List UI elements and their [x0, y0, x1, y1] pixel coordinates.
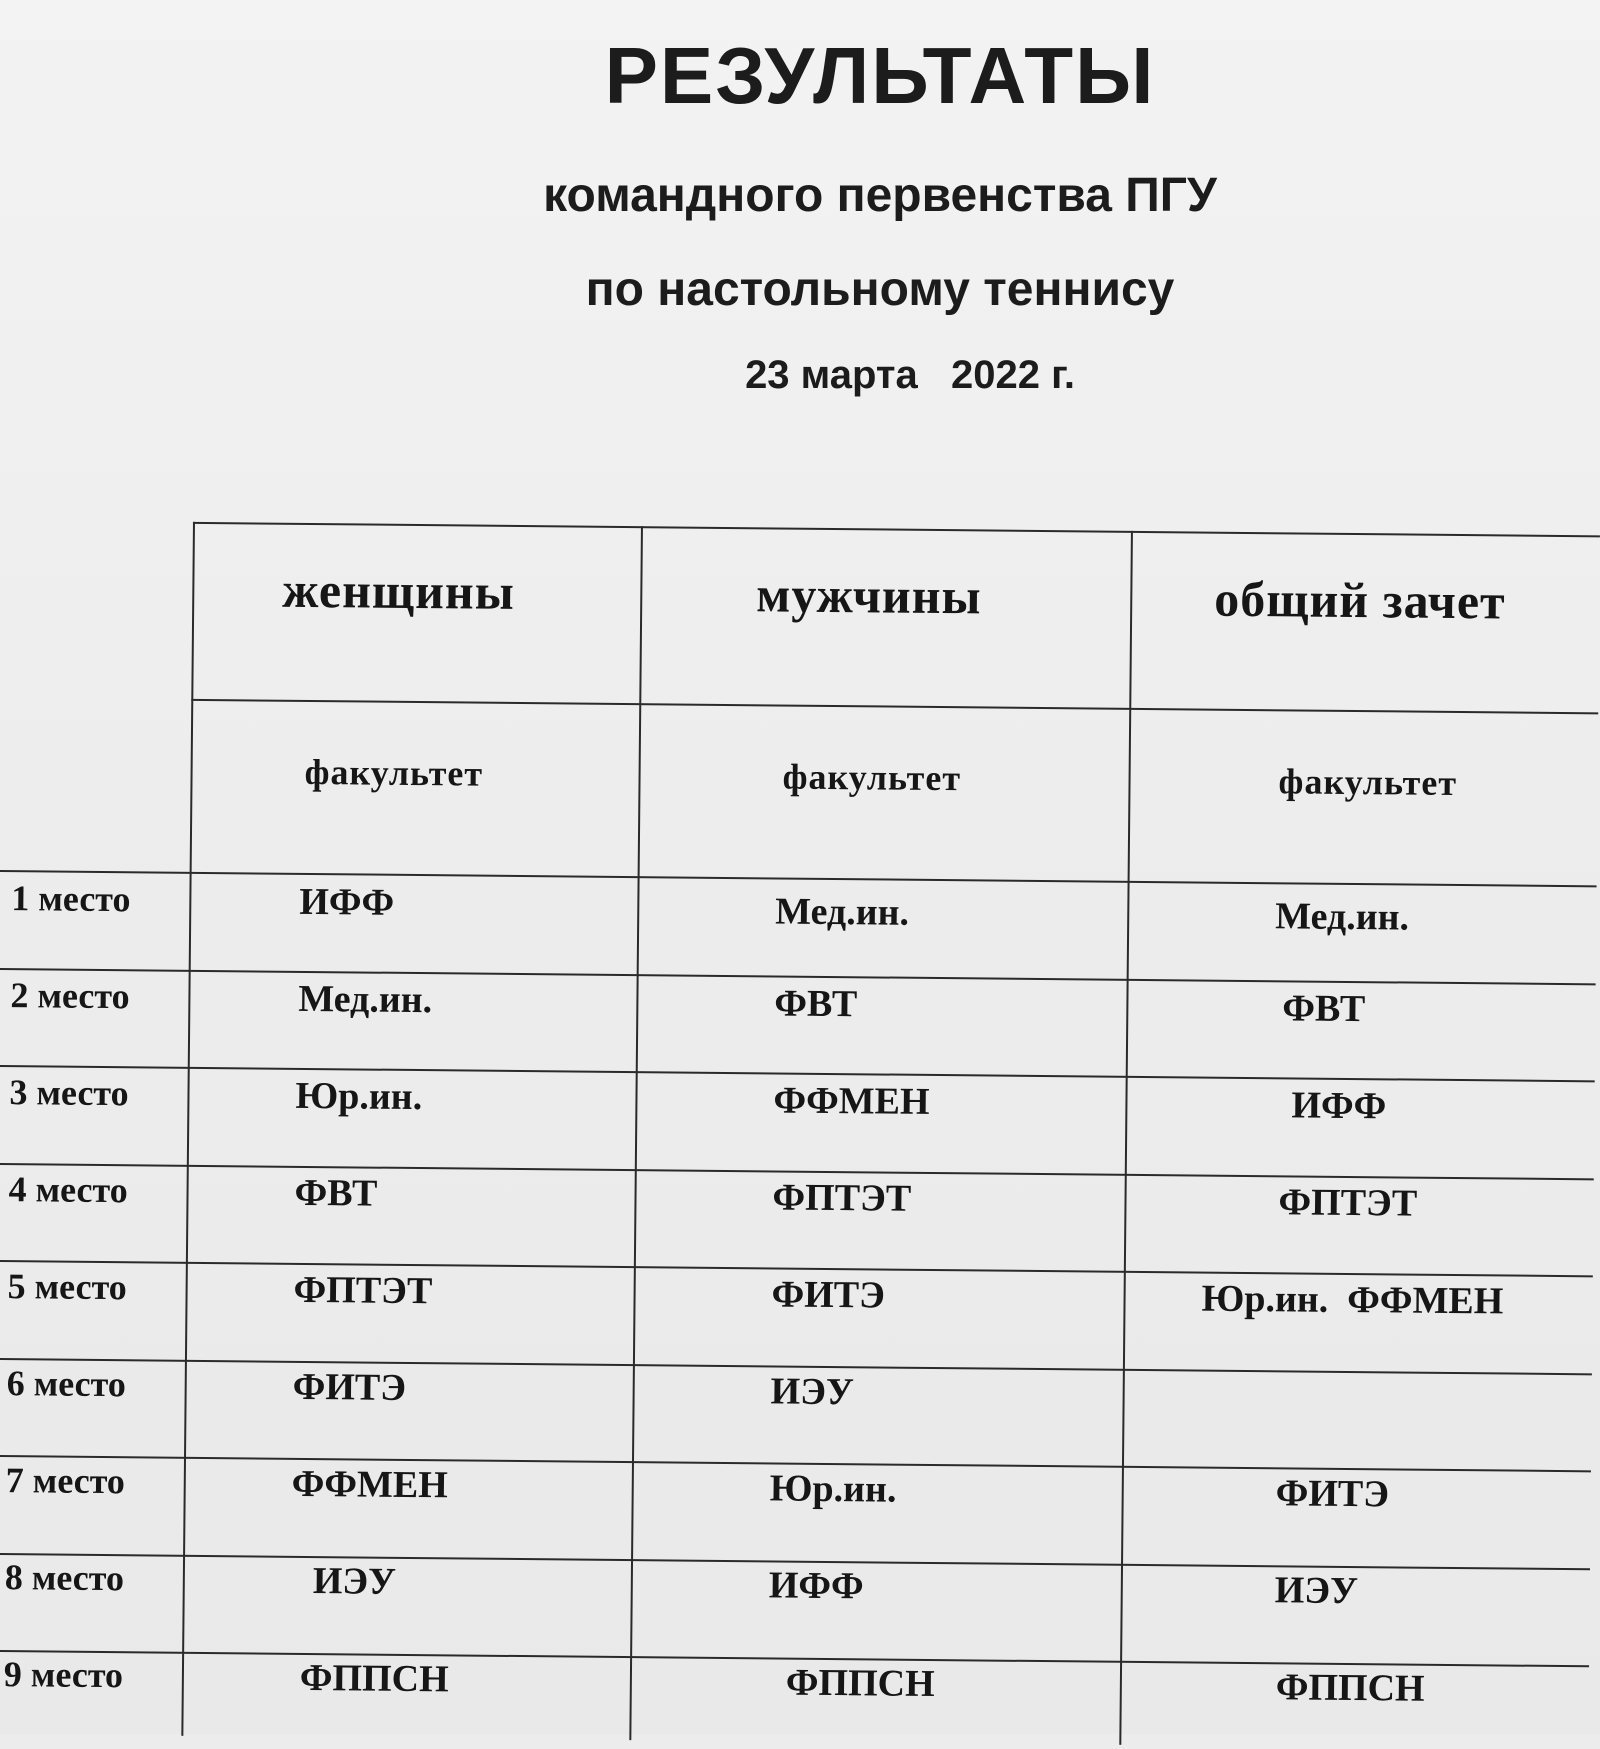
women-result: ФППСН [299, 1656, 449, 1701]
row-place-label: 5 место [7, 1266, 127, 1308]
overall-result: ИФФ [1291, 1084, 1387, 1128]
women-result: ИЭУ [312, 1560, 397, 1603]
subheader-men-faculty: факультет [782, 756, 962, 799]
document-subtitle-line2: по настольному теннису [585, 263, 1175, 316]
row-place-label: 9 место [3, 1654, 124, 1696]
table-divider-column [1119, 531, 1133, 1745]
men-result: Юр.ин. [769, 1467, 897, 1511]
table-border-top [193, 522, 1600, 538]
overall-result: ФВТ [1282, 987, 1366, 1031]
column-header-overall: общий зачет [1214, 570, 1506, 630]
document-date: 23 марта 2022 г. [745, 353, 1075, 397]
document-subtitle-line1: командного первенства ПГУ [543, 169, 1217, 222]
column-header-men: мужчины [756, 566, 982, 625]
row-place-label: 1 место [11, 878, 131, 920]
women-result: ФФМЕН [291, 1462, 449, 1507]
men-result: ФВТ [774, 982, 858, 1026]
women-result: ИФФ [299, 880, 395, 924]
women-result: Юр.ин. [295, 1074, 423, 1119]
men-result: ИЭУ [770, 1370, 855, 1414]
overall-result: ИЭУ [1274, 1569, 1359, 1613]
men-result: ФИТЭ [771, 1273, 886, 1317]
document-title: РЕЗУЛЬТАТЫ [604, 31, 1156, 120]
subheader-women-faculty: факультет [304, 751, 484, 794]
overall-result: Мед.ин. [1275, 895, 1410, 939]
women-result: ФВТ [294, 1171, 378, 1215]
table-divider-header [191, 699, 1598, 715]
table-border-left [181, 522, 195, 1736]
overall-result: ФПТЭТ [1278, 1181, 1418, 1225]
men-result: Мед.ин. [775, 890, 910, 934]
row-place-label: 3 место [9, 1072, 129, 1114]
women-result: ФПТЭТ [293, 1268, 433, 1313]
row-place-label: 8 место [4, 1557, 125, 1599]
results-table [0, 520, 1600, 1749]
subheader-overall-faculty: факультет [1278, 761, 1458, 803]
overall-result: Юр.ин. ФФМЕН [1201, 1277, 1504, 1323]
women-result: Мед.ин. [298, 977, 433, 1022]
overall-result: ФППСН [1275, 1666, 1425, 1710]
men-result: ИФФ [768, 1564, 864, 1608]
row-place-label: 4 место [8, 1169, 128, 1211]
men-result: ФПТЭТ [772, 1176, 912, 1220]
row-place-label: 6 место [6, 1363, 127, 1405]
overall-result: ФИТЭ [1275, 1472, 1390, 1516]
men-result: ФППСН [785, 1661, 935, 1706]
row-place-label: 7 место [5, 1460, 126, 1502]
men-result: ФФМЕН [773, 1079, 930, 1123]
row-place-label: 2 место [10, 975, 130, 1017]
column-header-women: женщины [282, 561, 516, 620]
table-divider-subheader [0, 870, 1597, 887]
table-divider-column [629, 526, 643, 1740]
women-result: ФИТЭ [292, 1365, 407, 1409]
